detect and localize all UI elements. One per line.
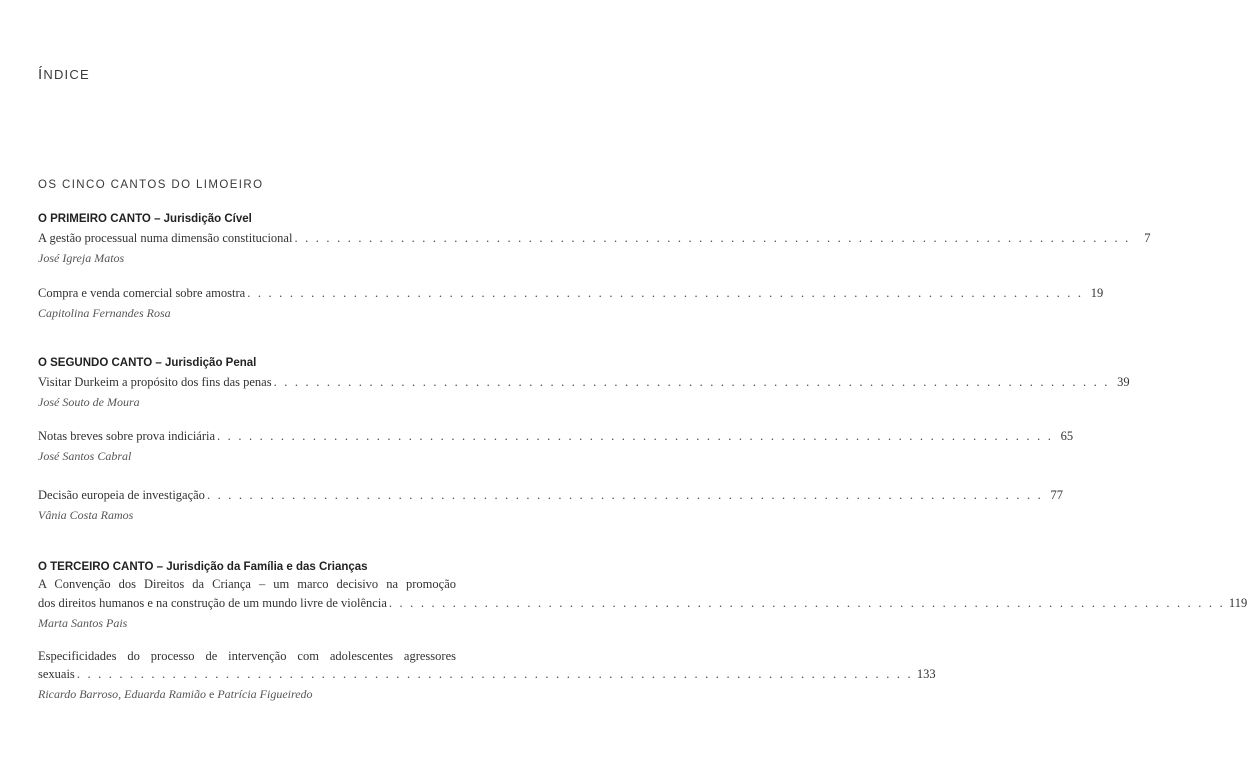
toc-entry[interactable] [38, 229, 1151, 247]
entry-title: Visitar Durkeim a propósito dos fins das penas [38, 375, 272, 389]
entry-author: José Igreja Matos [38, 251, 125, 265]
entry-title: A gestão processual numa dimensão constitucional [38, 231, 293, 245]
entry-page-number: 133 [916, 667, 936, 681]
leader-dots: . . . . . . . . . . . . . . . . . . . . . . . . . . . . . . . . . . . . . . . . . . . . . . . . . . . . . . . . . . . . . . . . . . . . . . . . . . . . . . . [247, 286, 1084, 300]
book-title: OS CINCO CANTOS DO LIMOEIRO [38, 179, 264, 191]
entry-title: Notas breves sobre prova indiciária [38, 429, 216, 443]
entry-author: Capitolina Fernandes Rosa [38, 306, 171, 320]
entry-title: Compra e venda comercial sobre amostra [38, 286, 246, 300]
entry-title-line-2: dos direitos humanos e na construção de um mundo livre de violência [38, 596, 387, 610]
entry-author: José Souto de Moura [38, 395, 140, 409]
toc-entry[interactable] [38, 284, 1104, 302]
table-of-contents-page [38, 0, 1247, 768]
entry-title: Decisão europeia de investigação [38, 488, 205, 502]
author-names: Ricardo Barroso, Eduarda Ramião [38, 687, 206, 701]
entry-title-line-1[interactable]: Especificidades do processo de intervenção com adolescentes agressores [38, 649, 456, 663]
toc-entry[interactable] [38, 594, 1247, 612]
entry-author: José Santos Cabral [38, 449, 132, 463]
toc-entry[interactable] [38, 373, 1130, 391]
entry-page-number: 7 [1144, 231, 1151, 245]
section-heading-primeiro-canto: O PRIMEIRO CANTO – Jurisdição Cível [38, 213, 252, 225]
toc-entry[interactable] [38, 665, 936, 683]
leader-dots: . . . . . . . . . . . . . . . . . . . . . . . . . . . . . . . . . . . . . . . . . . . . . . . . . . . . . . . . . . . . . . . . . . . . . . . . . . . . . . . [76, 667, 913, 681]
leader-dots: . . . . . . . . . . . . . . . . . . . . . . . . . . . . . . . . . . . . . . . . . . . . . . . . . . . . . . . . . . . . . . . . . . . . . . . . . . . . . . . [388, 596, 1225, 610]
entry-title-line-2: sexuais [38, 667, 75, 681]
leader-dots: . . . . . . . . . . . . . . . . . . . . . . . . . . . . . . . . . . . . . . . . . . . . . . . . . . . . . . . . . . . . . . . . . . . . . . . . . . . . . . . [206, 488, 1043, 502]
entry-page-number: 119 [1228, 596, 1247, 610]
entry-page-number: 65 [1060, 429, 1074, 443]
toc-entry[interactable] [38, 486, 1063, 504]
leader-dots: . . . . . . . . . . . . . . . . . . . . . . . . . . . . . . . . . . . . . . . . . . . . . . . . . . . . . . . . . . . . . . . . . . . . . . . . . . . . . . . [217, 429, 1054, 443]
entry-author: Vânia Costa Ramos [38, 508, 134, 522]
leader-dots: . . . . . . . . . . . . . . . . . . . . . . . . . . . . . . . . . . . . . . . . . . . . . . . . . . . . . . . . . . . . . . . . . . . . . . . . . . . . . . . [294, 231, 1131, 245]
entry-page-number: 77 [1050, 488, 1063, 502]
entry-page-number: 39 [1117, 375, 1130, 389]
entry-title-line-1[interactable]: A Convenção dos Direitos da Criança – um marco decisivo na promoção [38, 577, 456, 591]
author-conjunction: e [206, 687, 218, 701]
leader-dots: . . . . . . . . . . . . . . . . . . . . . . . . . . . . . . . . . . . . . . . . . . . . . . . . . . . . . . . . . . . . . . . . . . . . . . . . . . . . . . . [273, 375, 1110, 389]
toc-entry[interactable] [38, 427, 1074, 445]
page-title: ÍNDICE [38, 66, 90, 83]
author-names: Patrícia Figueiredo [217, 687, 313, 701]
entry-page-number: 19 [1090, 286, 1104, 300]
entry-author [38, 687, 313, 702]
entry-author: Marta Santos Pais [38, 616, 128, 630]
section-heading-segundo-canto: O SEGUNDO CANTO – Jurisdição Penal [38, 357, 257, 369]
section-heading-terceiro-canto: O TERCEIRO CANTO – Jurisdição da Família e das Crianças [38, 561, 368, 573]
